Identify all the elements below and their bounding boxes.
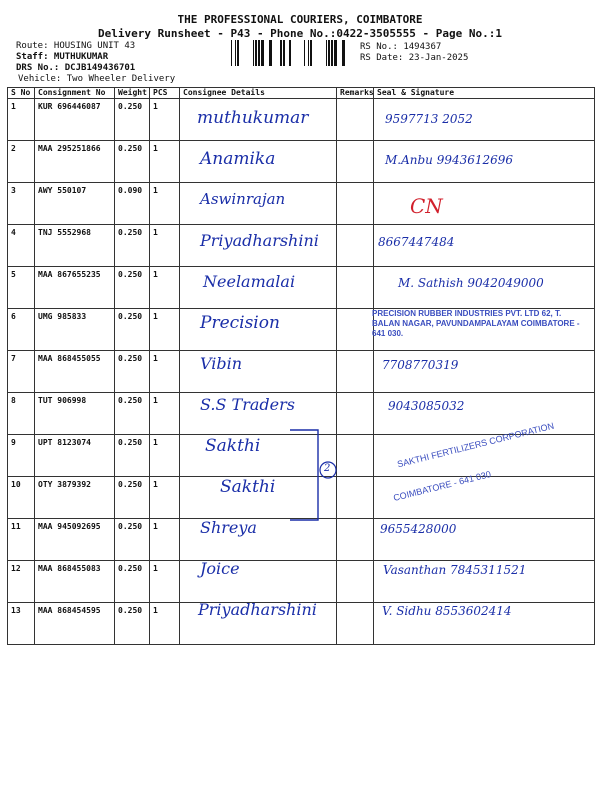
- handwritten-signature: 9655428000: [380, 522, 457, 536]
- row-pcs: 1: [150, 309, 180, 351]
- row-pcs: 1: [150, 561, 180, 603]
- row-pcs: 1: [150, 393, 180, 435]
- row-pcs: 1: [150, 519, 180, 561]
- row-weight: 0.090: [115, 183, 150, 225]
- row-pcs: 1: [150, 351, 180, 393]
- handwritten-consignee: Aswinrajan: [200, 190, 286, 208]
- row-weight: 0.250: [115, 393, 150, 435]
- row-weight: 0.250: [115, 435, 150, 477]
- rs-date: RS Date: 23-Jan-2025: [360, 53, 469, 63]
- handwritten-signature: CN: [410, 194, 443, 218]
- row-sno: 1: [8, 99, 35, 141]
- vehicle-label: Vehicle: Two Wheeler Delivery: [18, 74, 176, 84]
- row-sno: 4: [8, 225, 35, 267]
- handwritten-consignee: Shreya: [200, 518, 257, 537]
- handwritten-signature: 8667447484: [378, 235, 455, 249]
- row-consignment-no: AWY 550107: [35, 183, 115, 225]
- col-consignee: Consignee Details: [180, 88, 337, 99]
- row-sno: 8: [8, 393, 35, 435]
- company-stamp: PRECISION RUBBER INDUSTRIES PVT. LTD 62, T. BALAN NAGAR, PAVUNDAMPALAYAM COIMBATORE - 641 030.: [372, 309, 580, 338]
- row-consignment-no: OTY 3879392: [35, 477, 115, 519]
- handwritten-consignee: Joice: [200, 559, 240, 578]
- row-weight: 0.250: [115, 141, 150, 183]
- row-sno: 2: [8, 141, 35, 183]
- handwritten-consignee: Sakthi: [220, 477, 276, 497]
- row-pcs: 1: [150, 99, 180, 141]
- handwritten-consignee: Vibin: [200, 354, 243, 373]
- row-weight: 0.250: [115, 603, 150, 645]
- row-consignment-no: MAA 295251866: [35, 141, 115, 183]
- row-weight: 0.250: [115, 351, 150, 393]
- row-consignment-no: KUR 696446087: [35, 99, 115, 141]
- handwritten-consignee: Sakthi: [205, 436, 261, 456]
- handwritten-signature: 7708770319: [382, 358, 459, 372]
- row-sno: 7: [8, 351, 35, 393]
- row-weight: 0.250: [115, 267, 150, 309]
- row-pcs: 1: [150, 603, 180, 645]
- row-consignment-no: MAA 868455055: [35, 351, 115, 393]
- row-sno: 11: [8, 519, 35, 561]
- row-pcs: 1: [150, 225, 180, 267]
- row-consignment-no: MAA 868455083: [35, 561, 115, 603]
- col-pcs: PCS: [150, 88, 180, 99]
- company-title: THE PROFESSIONAL COURIERS, COIMBATORE: [177, 13, 423, 26]
- row-pcs: 1: [150, 477, 180, 519]
- row-weight: 0.250: [115, 477, 150, 519]
- row-sno: 3: [8, 183, 35, 225]
- handwritten-signature: M.Anbu 9943612696: [385, 153, 514, 167]
- row-pcs: 1: [150, 267, 180, 309]
- row-weight: 0.250: [115, 519, 150, 561]
- handwritten-consignee: Priyadharshini: [200, 231, 319, 250]
- row-consignment-no: UMG 985833: [35, 309, 115, 351]
- handwritten-signature: 9043085032: [388, 399, 465, 413]
- row-consignment-no: TUT 906998: [35, 393, 115, 435]
- bracket-count: 2: [324, 463, 331, 474]
- row-sno: 13: [8, 603, 35, 645]
- row-pcs: 1: [150, 183, 180, 225]
- handwritten-consignee: S.S Traders: [200, 395, 295, 414]
- row-pcs: 1: [150, 141, 180, 183]
- handwritten-consignee: Anamika: [200, 149, 276, 169]
- handwritten-consignee: muthukumar: [197, 108, 309, 128]
- row-consignment-no: TNJ 5552968: [35, 225, 115, 267]
- row-sno: 9: [8, 435, 35, 477]
- handwritten-consignee: Neelamalai: [203, 272, 296, 291]
- col-sno: S No: [8, 88, 35, 99]
- handwritten-consignee: Precision: [200, 313, 280, 333]
- row-weight: 0.250: [115, 225, 150, 267]
- row-sno: 12: [8, 561, 35, 603]
- row-sno: 10: [8, 477, 35, 519]
- route-label: Route: HOUSING UNIT 43: [16, 41, 136, 51]
- company-stamp: COIMBATORE - 641 030: [392, 469, 492, 503]
- staff-label: Staff: MUTHUKUMAR: [16, 52, 109, 62]
- company-stamp: SAKTHI FERTILIZERS CORPORATION: [396, 420, 556, 470]
- row-consignment-no: MAA 868454595: [35, 603, 115, 645]
- row-sno: 5: [8, 267, 35, 309]
- runsheet-subtitle: Delivery Runsheet - P43 - Phone No.:0422-3505555 - Page No.:1: [98, 27, 502, 40]
- col-remarks: Remarks: [337, 88, 374, 99]
- drs-number: DRS No.: DCJB149436701: [16, 63, 136, 73]
- col-consignment: Consignment No: [35, 88, 115, 99]
- row-weight: 0.250: [115, 561, 150, 603]
- row-consignment-no: MAA 945092695: [35, 519, 115, 561]
- row-weight: 0.250: [115, 309, 150, 351]
- row-sno: 6: [8, 309, 35, 351]
- row-weight: 0.250: [115, 99, 150, 141]
- rs-number: RS No.: 1494367: [360, 42, 442, 52]
- row-pcs: 1: [150, 435, 180, 477]
- handwritten-consignee: Priyadharshini: [198, 600, 317, 619]
- handwritten-signature: M. Sathish 9042049000: [398, 276, 544, 290]
- handwritten-signature: Vasanthan 7845311521: [383, 563, 527, 577]
- col-weight: Weight: [115, 88, 150, 99]
- handwritten-signature: 9597713 2052: [385, 112, 473, 126]
- handwritten-signature: V. Sidhu 8553602414: [382, 604, 512, 618]
- row-consignment-no: UPT 8123074: [35, 435, 115, 477]
- col-seal: Seal & Signature: [374, 88, 595, 99]
- row-consignment-no: MAA 867655235: [35, 267, 115, 309]
